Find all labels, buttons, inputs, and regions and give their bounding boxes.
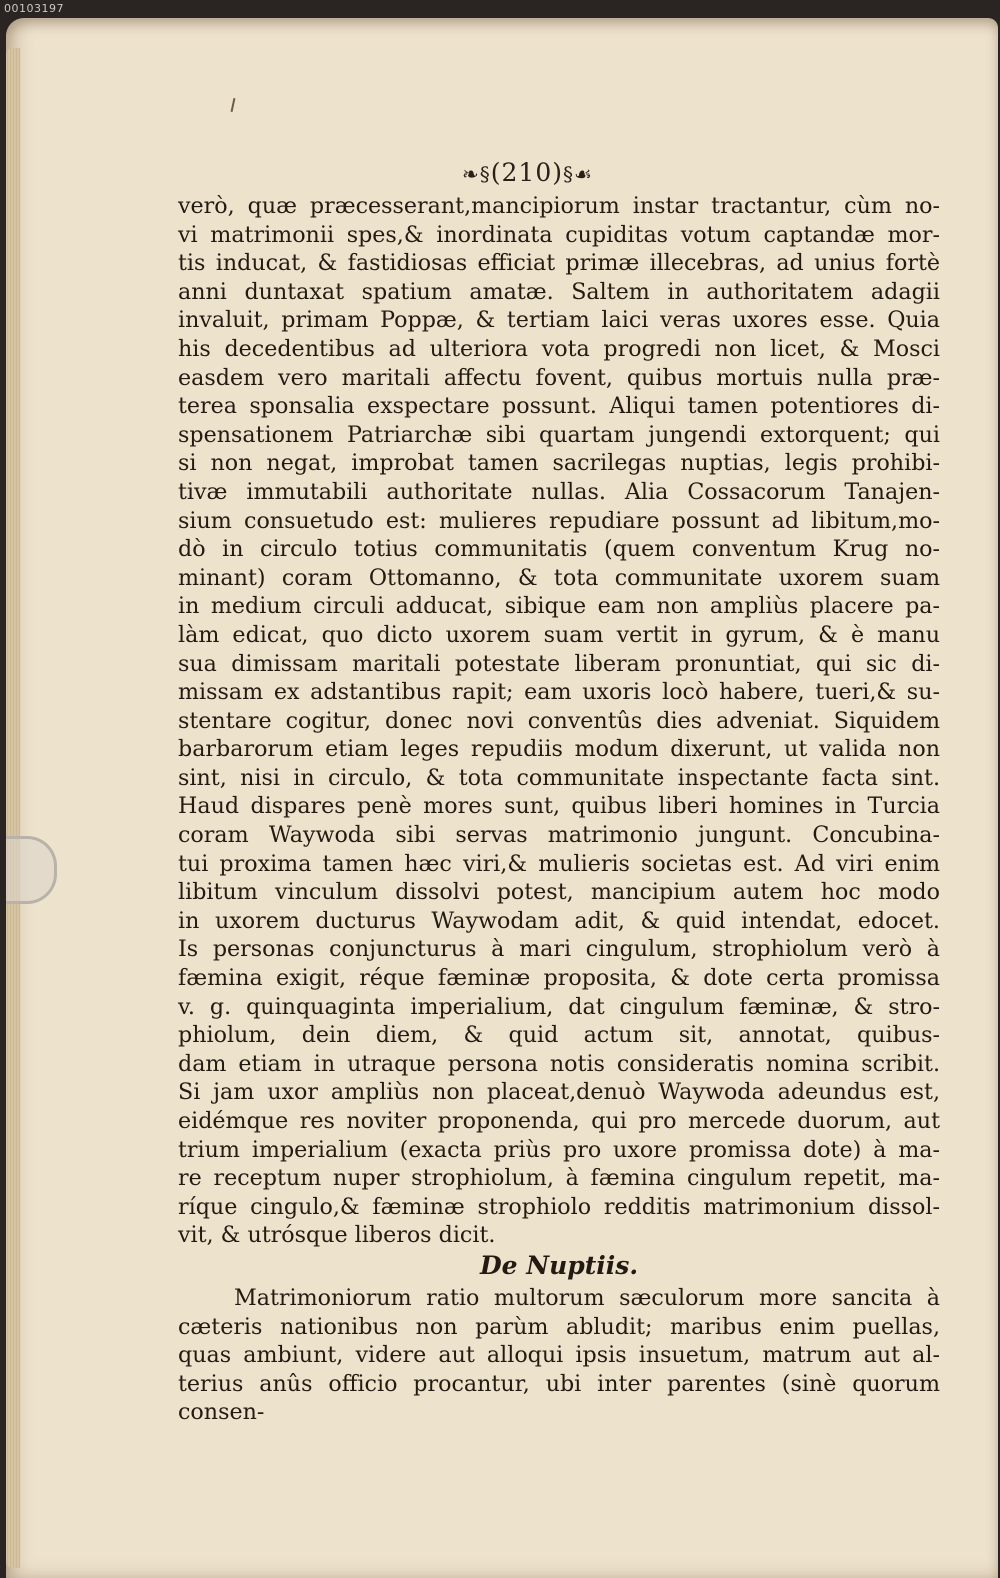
text-line: verò, quæ præcesserant,mancipiorum instar tractantur, cùm no- (178, 193, 940, 219)
scan-id-label: 00103197 (4, 2, 64, 15)
ornament-right-icon: §☙ (563, 162, 593, 186)
text-line: sint, nisi in circulo, & tota communitate inspectante facta sint. (178, 764, 940, 791)
text-line: ríque cingulo,& fæminæ strophiolo redditis matrimonium dissol- (178, 1193, 940, 1220)
text-line: làm edicat, quo dicto uxorem suam vertit in gyrum, & è manu (178, 621, 940, 648)
text-line: invaluit, primam Poppæ, & tertiam laici veras uxores esse. Quia (178, 307, 940, 334)
body-text (178, 192, 940, 1427)
paper-clip (6, 836, 57, 904)
section-title: De Nuptiis. (479, 1250, 639, 1280)
text-line: vi matrimonii spes,& inordinata cupiditas votum captandæ mor- (178, 221, 940, 248)
text-line: spensationem Patriarchæ sibi quartam jungendi extorquent; qui (178, 421, 940, 448)
text-line: phiolum, dein diem, & quid actum sit, annotat, quibus- (178, 1022, 940, 1049)
text-line: tivæ immutabili authoritate nullas. Alia Cossacorum Tanajen- (178, 478, 940, 505)
page-edge (6, 48, 20, 1568)
text-line: quas ambiunt, videre aut alloqui ipsis insuetum, matrum aut al- (178, 1342, 940, 1369)
ornament-left-icon: ❧§ (462, 162, 491, 186)
text-line: re receptum nuper strophiolum, à fæmina cingulum repetit, ma- (178, 1165, 940, 1192)
text-line: Haud dispares penè mores sunt, quibus liberi homines in Turcia (178, 793, 940, 820)
text-line: in medium circuli adducat, sibique eam non ampliùs placere pa- (178, 593, 940, 620)
text-line: coram Waywoda sibi servas matrimonio jungunt. Concubina- (178, 822, 940, 849)
text-line: eidémque res noviter proponenda, qui pro mercede duorum, aut (178, 1108, 940, 1134)
page-header (462, 158, 662, 187)
text-line: sium consuetudo est: mulieres repudiare possunt ad libitum,mo- (178, 507, 940, 534)
text-line: stentare cogitur, donec novi conventûs dies adveniat. Siquidem (178, 707, 940, 734)
text-line: Si jam uxor ampliùs non placeat,denuò Waywoda adeundus est, (178, 1079, 940, 1106)
text-line: Matrimoniorum ratio multorum sæculorum more sancita à (234, 1284, 940, 1311)
text-line: cæteris nationibus non parùm abludit; maribus enim puellas, (178, 1313, 940, 1340)
page-number: (210) (490, 158, 563, 187)
text-line: tis inducat, & fastidiosas efficiat primæ illecebras, ad unius fortè (178, 250, 940, 277)
text-line: his decedentibus ad ulteriora vota progredi non licet, & Mosci (178, 335, 940, 362)
paragraph-block-2 (178, 1284, 940, 1398)
text-line: sua dimissam maritali potestate liberam pronuntiat, qui sic di- (178, 650, 940, 677)
ink-mark (231, 98, 236, 112)
text-line: terius anûs officio procantur, ubi inter parentes (sinè quorum (178, 1370, 940, 1397)
text-line: si non negat, improbat tamen sacrilegas nuptias, legis prohibi- (178, 450, 940, 477)
paragraph-block-1 (178, 192, 940, 1250)
text-line: fæmina exigit, réque fæminæ proposita, & dote certa promissa (178, 965, 940, 992)
text-line: in uxorem ducturus Waywodam adit, & quid intendat, edocet. (178, 907, 940, 934)
text-line: anni duntaxat spatium amatæ. Saltem in authoritatem adagii (178, 278, 940, 305)
text-line: Is personas conjuncturus à mari cingulum, strophiolum verò à (178, 936, 940, 963)
catchword: consen- (178, 1399, 265, 1426)
text-line: minant) coram Ottomanno, & tota communitate uxorem suam (178, 564, 940, 591)
text-line: dam etiam in utraque persona notis consideratis nomina scribit. (178, 1050, 940, 1077)
text-line: terea sponsalia exspectare possunt. Aliqui tamen potentiores di- (178, 393, 940, 420)
text-line: barbarorum etiam leges repudiis modum dixerunt, ut valida non (178, 736, 940, 763)
text-line: trium imperialium (exacta priùs pro uxore promissa dote) à ma- (178, 1136, 940, 1163)
text-line: dò in circulo totius communitatis (quem conventum Krug no- (178, 536, 940, 563)
text-line: v. g. quinquaginta imperialium, dat cingulum fæminæ, & stro- (178, 993, 940, 1020)
text-line: easdem vero maritali affectu fovent, quibus mortuis nulla præ- (178, 364, 940, 391)
text-line: tui proxima tamen hæc viri,& mulieris societas est. Ad viri enim (178, 850, 940, 877)
text-line: missam ex adstantibus rapit; eam uxoris locò habere, tueri,& su- (178, 679, 940, 706)
text-line: libitum vinculum dissolvi potest, mancipium autem hoc modo (178, 879, 940, 906)
text-line: vit, & utrósque liberos dicit. (178, 1222, 496, 1249)
